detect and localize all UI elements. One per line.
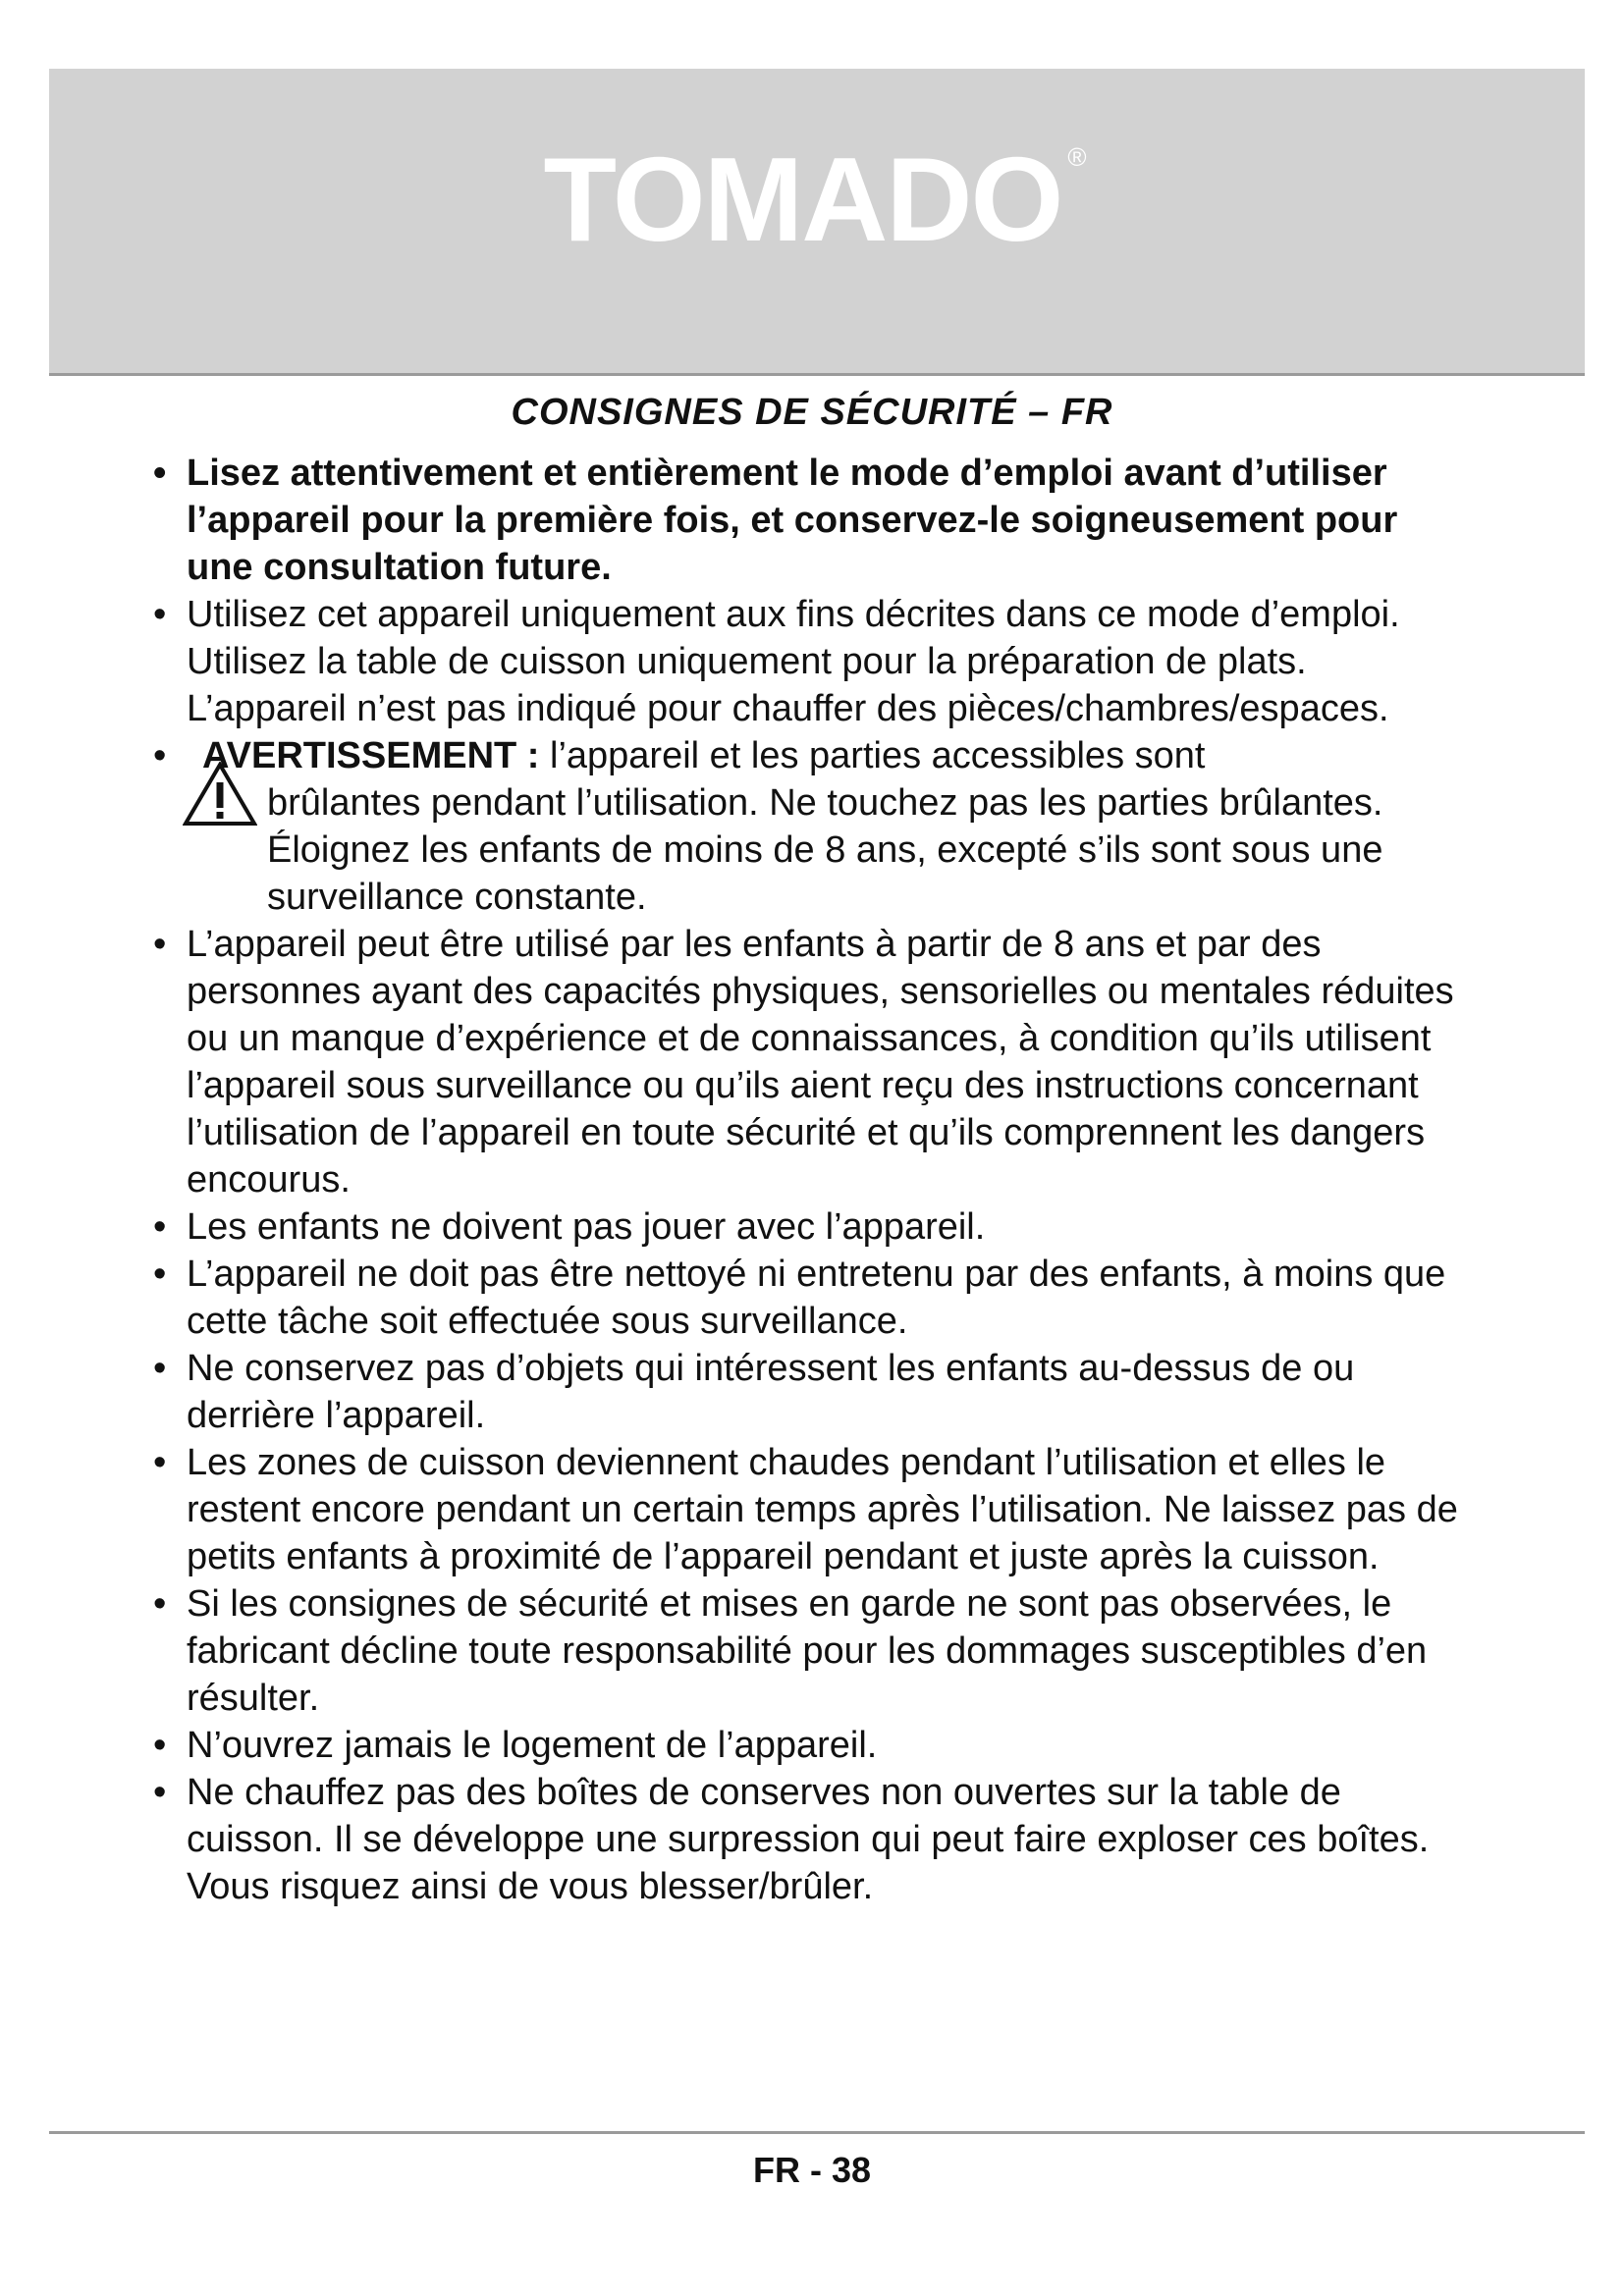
bullet: • <box>153 735 167 776</box>
list-item <box>153 1439 1459 1580</box>
bullet: • <box>153 1206 167 1248</box>
list-item <box>153 1722 1459 1769</box>
page-number: FR - 38 <box>752 2150 872 2190</box>
list-item <box>153 1251 1459 1345</box>
bullet: • <box>153 924 167 965</box>
item-text: L’appareil ne doit pas être nettoyé ni entretenu par des enfants, à moins que cette tâche soit effectuée sous surveillance. <box>187 1254 1446 1342</box>
item-text: L’appareil peut être utilisé par les enfants à partir de 8 ans et par des personnes ayant des capacités physiques, sensorielles ou mentales réduites ou un manque d’expérience et de connaissances, à condition qu’ils utilisent l’appareil sous surveillance ou qu’ils aient reçu des instructions concernant l’utilisation de l’appareil en toute sécurité et qu’ils comprennent les dangers encourus. <box>187 924 1454 1201</box>
bullet: • <box>153 1254 167 1295</box>
item-text: Les enfants ne doivent pas jouer avec l’appareil. <box>187 1206 986 1248</box>
list-item <box>153 921 1459 1203</box>
warning-label: AVERTISSEMENT : <box>202 735 540 776</box>
bullet: • <box>153 1348 167 1389</box>
warning-rest-text: brûlantes pendant l’utilisation. Ne touchez pas les parties brûlantes. Éloignez les enfants de moins de 8 ans, excepté s’ils sont sous une surveillance constante. <box>267 782 1383 918</box>
brand-logo <box>0 133 1624 266</box>
list-item <box>153 591 1459 732</box>
safety-instructions-list <box>153 450 1459 1910</box>
item-text: Les zones de cuisson deviennent chaudes pendant l’utilisation et elles le restent encore pendant un certain temps après l’utilisation. Ne laissez pas de petits enfants à proximité de l’appareil pendant et juste après la cuisson. <box>187 1442 1458 1577</box>
item-text: Lisez attentivement et entièrement le mode d’emploi avant d’utiliser l’appareil pour la première fois, et conservez-le soigneusement pour une consultation future. <box>187 453 1398 588</box>
list-item <box>153 1580 1459 1722</box>
bullet: • <box>153 594 167 635</box>
item-text: Ne conservez pas d’objets qui intéressent les enfants au-dessus de ou derrière l’appareil. <box>187 1348 1355 1436</box>
bullet: • <box>153 1442 167 1483</box>
warning-triangle-icon <box>183 762 257 827</box>
list-item <box>153 1345 1459 1439</box>
brand-name: TOMADO <box>543 133 1062 266</box>
warning-first-line <box>202 732 1459 779</box>
warning-item <box>153 732 1459 921</box>
warning-line1-text: l’appareil et les parties accessibles sont <box>550 735 1206 776</box>
item-text: Utilisez cet appareil uniquement aux fins décrites dans ce mode d’emploi. Utilisez la table de cuisson uniquement pour la préparation de plats. L’appareil n’est pas indiqué pour chauffer des pièces/chambres/espaces. <box>187 594 1400 729</box>
item-text: Si les consignes de sécurité et mises en garde ne sont pas observées, le fabricant décline toute responsabilité pour les dommages susceptibles d’en résulter. <box>187 1583 1428 1719</box>
bullet: • <box>153 453 167 494</box>
footer-divider <box>49 2131 1585 2134</box>
section-title: CONSIGNES DE SÉCURITÉ – FR <box>511 392 1113 433</box>
item-text: N’ouvrez jamais le logement de l’appareil. <box>187 1725 878 1766</box>
list-item <box>153 1203 1459 1251</box>
item-text: Ne chauffez pas des boîtes de conserves non ouvertes sur la table de cuisson. Il se développe une surpression qui peut faire exploser ces boîtes. Vous risquez ainsi de vous blesser/brûler. <box>187 1772 1430 1907</box>
bullet: • <box>153 1725 167 1766</box>
list-item <box>153 450 1459 591</box>
list-item <box>153 1769 1459 1910</box>
bullet: • <box>153 1583 167 1625</box>
bullet: • <box>153 1772 167 1813</box>
registered-mark: ® <box>1067 142 1087 172</box>
